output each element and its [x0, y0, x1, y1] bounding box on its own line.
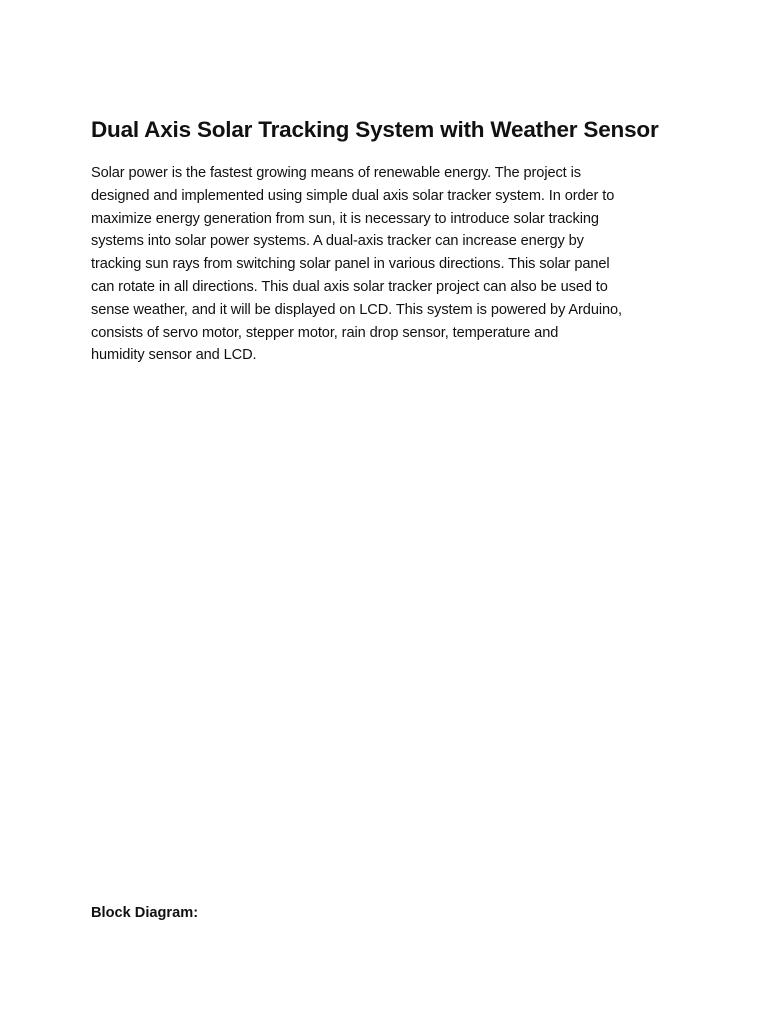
intro-paragraph — [91, 162, 701, 367]
paragraph-line: systems into solar power systems. A dual-axis tracker can increase energy by — [91, 233, 584, 250]
paragraph-line: sense weather, and it will be displayed on LCD. This system is powered by Arduino, — [91, 301, 622, 318]
paragraph-line: humidity sensor and LCD. — [91, 347, 257, 364]
paragraph-line: designed and implemented using simple dual axis solar tracker system. In order to — [91, 187, 615, 204]
paragraph-line: consists of servo motor, stepper motor, rain drop sensor, temperature and — [91, 324, 559, 341]
document-title: Dual Axis Solar Tracking System with Weather Sensor — [91, 117, 659, 142]
paragraph-line: maximize energy generation from sun, it is necessary to introduce solar tracking — [91, 210, 599, 227]
paragraph-line: Solar power is the fastest growing means of renewable energy. The project is — [91, 165, 581, 181]
block-diagram-heading: Block Diagram: — [91, 905, 199, 921]
paragraph-line: can rotate in all directions. This dual axis solar tracker project can also be used to — [91, 278, 608, 295]
paragraph-line: tracking sun rays from switching solar panel in various directions. This solar panel — [91, 256, 610, 273]
